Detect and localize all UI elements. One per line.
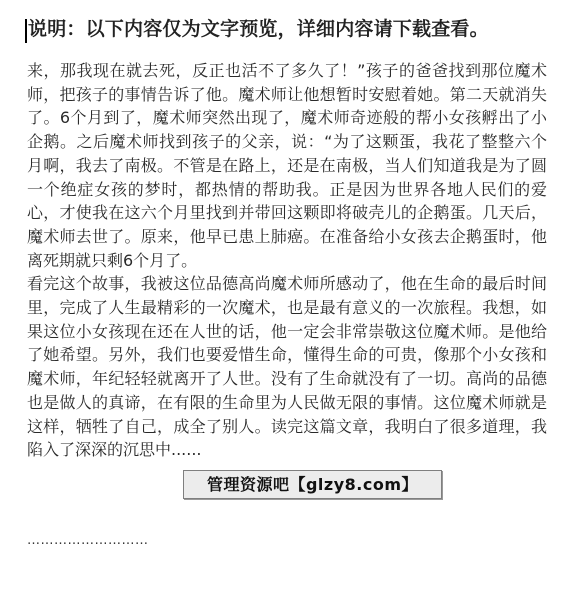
preview-notice: 说明：以下内容仅为文字预览，详细内容请下载查看。 — [28, 18, 489, 40]
paragraph-2: 看完这个故事，我被这位品德高尚魔术师所感动了，他在生命的最后时间里，完成了人生最精彩的一次魔术，也是最有意义的一次旅程。我想，如果这位小女孩现在还在人世的话，他一定会非常崇敬这位魔术师。是他给了她希望。另外，我们也要爱惜生命，懂得生命的可贵，像那个小女孩和魔术师，年纪轻轻就离开了人世。没有了生命就没有了一切。高尚的品德也是做人的真谛，在有限的生命里为人民做无限的事情。这位魔术师就是这样，牺牲了自己，成全了别人。读完这篇文章，我明白了很多道理，我陷入了深深的沉思中...... — [27, 274, 547, 460]
trailing-ellipsis: ……………………… — [27, 533, 149, 548]
site-watermark: 管理资源吧【glzy8.com】 — [183, 470, 442, 499]
paragraph-1: 来，那我现在就去死，反正也活不了多久了！”孩子的爸爸找到那位魔术师，把孩子的事情告诉了他。魔术师让他想暂时安慰着她。第二天就消失了。6个月到了，魔术师突然出现了，魔术师奇迹般的帮小女孩孵出了小企鹅。之后魔术师找到孩子的父亲，说：“为了这颗蛋，我花了整整六个月啊，我去了南极。不管是在路上，还是在南极，当人们知道我是为了圆一个绝症女孩的梦时，都热情的帮助我。正是因为世界各地人民们的爱心，才使我在这六个月里找到并带回这颗即将破壳儿的企鹅蛋。几天后，魔术师去世了。原来，他早已患上肺癌。在准备给小女孩去企鹅蛋时，他离死期就只剩6个月了。 — [27, 61, 547, 270]
text-cursor — [25, 19, 27, 43]
article-body — [27, 59, 547, 462]
